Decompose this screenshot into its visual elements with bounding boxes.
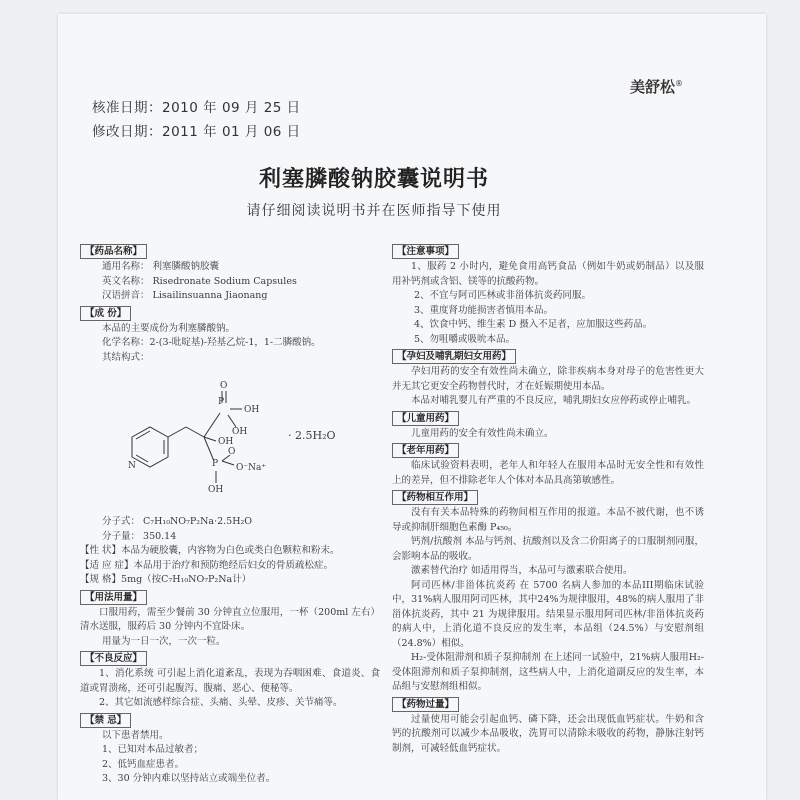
comp-line-1: 本品的主要成份为利塞膦酸钠。 xyxy=(102,322,236,334)
atom-n: N xyxy=(128,461,136,471)
section-interactions: 【药物相互作用】 xyxy=(392,490,478,505)
generic-name: 通用名称： 利塞膦酸钠胶囊 xyxy=(102,261,220,272)
children-1: 儿童用药的安全有效性尚未确立。 xyxy=(411,427,554,439)
ring-double-bond-3 xyxy=(136,455,148,462)
instruction-sheet xyxy=(58,14,766,800)
section-overdose: 【药物过量】 xyxy=(392,697,459,712)
interaction-4: 阿司匹林/非甾体抗炎药 在 5700 名病人参加的本品III期临床试验中，31%病人服用阿司匹林，其中24%为规律服用，48%的病人服用了非甾体抗炎药，其中 21 为规律服用。结果显示服用阿司匹林/非甾体抗炎药的病人中，上消化道不良反应的发生率，本品组（24.5%）与安慰剂组（24.8%）相似。 xyxy=(392,579,704,649)
section-elderly: 【老年用药】 xyxy=(392,443,459,458)
interaction-2: 钙剂/抗酸剂 本品与钙剂、抗酸剂以及含二价阳离子的口服制剂同服，会影响本品的吸收。 xyxy=(392,536,704,562)
brand-name: 美舒松 xyxy=(630,78,676,96)
atom-o1: O xyxy=(220,381,228,391)
contra-2: 2、低钙血症患者。 xyxy=(102,758,185,770)
bond-ch2-c xyxy=(186,427,204,437)
section-usage: 【用法用量】 xyxy=(80,590,147,605)
atom-p1: P xyxy=(218,397,225,407)
section-children: 【儿童用药】 xyxy=(392,411,459,426)
contra-3: 3、30 分钟内难以坚持站立或端坐位者。 xyxy=(102,773,276,784)
molecular-formula: 分子式： C₇H₁₀NO₇P₂Na·2.5H₂O xyxy=(102,516,253,527)
bond-ring-ch2 xyxy=(168,427,186,437)
atom-ona: O⁻Na⁺ xyxy=(236,463,267,473)
ring-double-bond-1 xyxy=(136,431,150,439)
document-subtitle: 请仔细阅读说明书并在医师指导下使用 xyxy=(246,203,502,219)
bond-c-p1 xyxy=(204,413,220,437)
molecular-weight: 分子量： 350.14 xyxy=(102,530,177,542)
english-name: 英文名称： Risedronate Sodium Capsules xyxy=(102,275,297,287)
brand-logo xyxy=(630,76,683,97)
section-contraindication: 【禁 忌】 xyxy=(80,713,131,728)
precaution-5: 5、勿咀嚼或吸吮本品。 xyxy=(414,333,516,345)
bond-p2-ona xyxy=(222,461,234,465)
character: 【性 状】本品为硬胶囊，内容物为白色或类白色颗粒和粉末。 xyxy=(80,545,340,556)
comp-line-3: 其结构式： xyxy=(102,351,150,363)
overdose-1: 过量使用可能会引起血钙、磷下降，还会出现低血钙症状。牛奶和含钙的抗酸剂可以减少本品吸收，洗胃可以清除未吸收的药物，静脉注射钙制剂，可减轻低血钙症状。 xyxy=(392,713,704,754)
precaution-2: 2、不宜与阿司匹林或非甾体抗炎药同服。 xyxy=(414,290,592,301)
structural-formula xyxy=(102,365,380,515)
atom-oh1: OH xyxy=(244,405,260,415)
contra-1: 1、已知对本品过敏者； xyxy=(102,744,204,755)
section-drug-name: 【药品名称】 xyxy=(80,244,147,259)
section-precautions: 【注意事项】 xyxy=(392,244,459,259)
section-composition: 【成 份】 xyxy=(80,306,131,321)
registered-mark: ® xyxy=(675,79,684,88)
section-adverse: 【不良反应】 xyxy=(80,651,147,666)
adverse-1: 1、消化系统 可引起上消化道紊乱，表现为吞咽困难、食道炎、食道或胃溃疡，还可引起腹泻、腹痛、恶心、便秘等。 xyxy=(80,668,380,694)
usage-dose: 用量为一日一次，一次一粒。 xyxy=(102,635,226,647)
precaution-4: 4、饮食中钙、维生素 D 摄入不足者，应加服这些药品。 xyxy=(414,319,653,330)
pinyin-name: 汉语拼音： Lisailinsuanna Jiaonang xyxy=(102,290,268,301)
atom-p2: P xyxy=(212,459,219,469)
interaction-1: 没有有关本品特殊的药物间相互作用的报道。本品不被代谢，也不诱导或抑制肝细胞色素酶 P₄₅₀。 xyxy=(392,507,704,533)
hydrate-label: · 2.5H₂O xyxy=(288,429,336,442)
specification: 【规 格】5mg（按C₇H₁₀NO₇P₂Na计） xyxy=(80,574,252,585)
pregnancy-1: 孕妇用药的安全有效性尚未确立，除非疾病本身对母子的危害性更大并无其它更安全药物替代时，才在妊娠期使用本品。 xyxy=(392,366,704,392)
interaction-5: H₂-受体阻滞剂和质子泵抑制剂 在上述同一试验中，21%病人服用H₂-受体阻滞剂和质子泵抑制剂，这些病人中，上消化道副反应的发生率，本品组与安慰剂组相似。 xyxy=(392,652,704,692)
document-title: 利塞膦酸钠胶囊说明书 xyxy=(258,166,489,192)
atom-oh3: OH xyxy=(218,437,234,447)
approve-date: 核准日期：2010 年 09 月 25 日 xyxy=(92,100,301,116)
adverse-2: 2、其它如流感样综合症、头痛、头晕、皮疹、关节痛等。 xyxy=(99,697,343,708)
revise-date: 修改日期：2011 年 01 月 06 日 xyxy=(92,124,301,140)
pregnancy-2: 本品对哺乳婴儿有严重的不良反应，哺乳期妇女应停药或停止哺乳。 xyxy=(411,395,697,406)
elderly-1: 临床试验资料表明，老年人和年轻人在服用本品时无安全性和有效性上的差异，但不排除老年人个体对本品具高第敏感性。 xyxy=(392,460,704,486)
precaution-3: 3、重度肾功能损害者慎用本品。 xyxy=(414,304,554,316)
comp-line-2: 化学名称：2-(3-吡啶基)-羟基乙烷-1，1-二膦酸钠。 xyxy=(102,337,321,348)
usage-text: 口服用药，需至少餐前 30 分钟直立位服用，一杯（200ml 左右）清水送服，服药后 30 分钟内不宜卧床。 xyxy=(80,606,380,632)
contra-intro: 以下患者禁用。 xyxy=(102,729,169,741)
right-column xyxy=(392,242,704,756)
interaction-3: 激素替代治疗 如适用得当，本品可与激素联合使用。 xyxy=(411,565,633,576)
atom-o2: O xyxy=(228,447,236,457)
pyridine-ring xyxy=(132,427,168,467)
indication: 【适 应 症】本品用于治疗和预防绝经后妇女的骨质疏松症。 xyxy=(80,559,334,571)
atom-oh2: OH xyxy=(232,427,248,437)
left-column xyxy=(80,242,380,787)
precaution-1: 1、服药 2 小时内，避免食用高钙食品（例如牛奶或奶制品）以及服用补钙剂或含铝、镁等的抗酸药物。 xyxy=(392,261,704,287)
atom-oh4: OH xyxy=(208,485,224,495)
section-pregnancy: 【孕妇及哺乳期妇女用药】 xyxy=(392,349,516,364)
